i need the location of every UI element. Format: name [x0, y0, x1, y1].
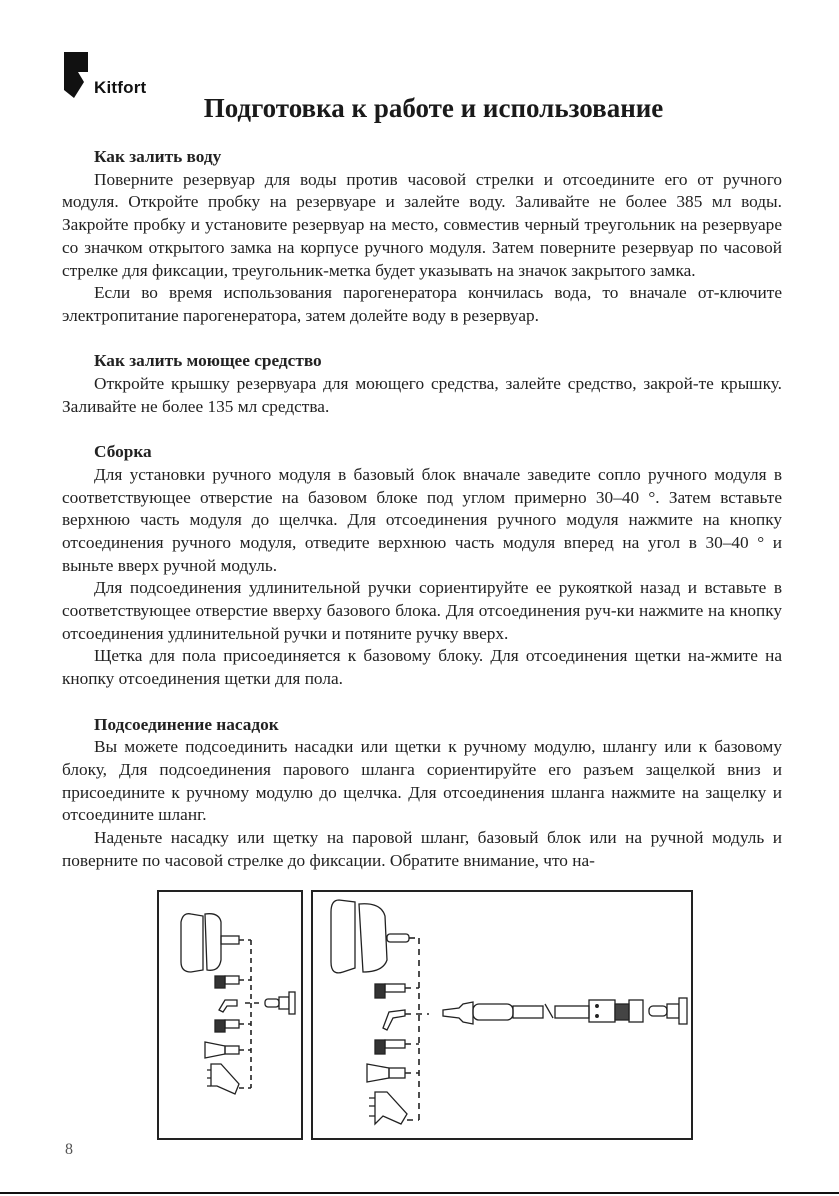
figure-hose-attachments	[311, 890, 693, 1140]
paragraph: Поверните резервуар для воды против часовой стрелки и отсоедините его от ручного модуля. Откройте пробку на резервуаре и залейте воду. Заливайте не более 385 мл воды. Закройте пробку и установите резервуар на место, совместив черный треугольник на резервуаре со значком открытого замка на корпусе ручного модуля. Затем поверните резервуар по часовой стрелке для фиксации, треугольник-метка будет указывать на значок закрытого замка.	[62, 169, 782, 280]
section-heading: Как залить воду	[94, 147, 222, 166]
page-bottom-rule	[0, 1192, 839, 1194]
mop-cover-icon	[331, 900, 355, 973]
section-heading: Как залить моющее средство	[94, 351, 322, 371]
attachments-diagram-right	[313, 892, 691, 1138]
connector-dashed-line	[239, 940, 259, 1088]
mop-connector	[221, 936, 239, 944]
hand-module-nozzle-icon	[265, 992, 295, 1014]
document-body	[62, 146, 782, 872]
paragraph: Вы можете подсоединить насадки или щетки к ручному модулю, шлангу или к базовому блоку, Для подсоединения парового шланга сориентируйте его разъем защелкой вниз и присоедините к ручному модулю до щелчка. Для отсоединения шланга нажмите на защелку и отсоедините шланг.	[62, 737, 782, 825]
round-brush-icon	[375, 1040, 405, 1054]
steam-hose-icon	[443, 1000, 643, 1024]
angled-nozzle-icon	[383, 1010, 405, 1030]
scraper-nozzle-icon	[367, 1064, 389, 1082]
paragraph: Для подсоединения удлинительной ручки сориентируйте ее рукояткой назад и вставьте в соответствующее отверстие вверху базового блока. Для отсоединения руч-ки нажмите на кнопку отсоединения удлинительной ручки и потяните ручку вверх.	[62, 578, 782, 643]
paragraph: Для установки ручного модуля в базовый блок вначале заведите сопло ручного модуля в соответствующее отверстие на базовом блоке под углом примерно 30–40 °. Затем вставьте верхнюю часть модуля до щелчка. Для отсоединения ручного модуля нажмите на кнопку отсоединения ручного модуля, отведите верхнюю часть модуля вперед на угол в 30–40 ° и выньте вверх ручной модуль.	[62, 464, 782, 575]
mop-pad-icon	[205, 914, 221, 971]
brand-name: Kitfort	[94, 78, 147, 97]
figure-hand-module-attachments	[157, 890, 303, 1140]
round-brush-icon	[375, 984, 405, 998]
floor-brush-icon	[211, 1064, 239, 1094]
mop-pad-icon	[359, 904, 387, 972]
paragraph: Откройте крышку резервуара для моющего средства, залейте средство, закрой-те крышку. Заливайте не более 135 мл средства.	[62, 374, 782, 416]
section-assembly	[62, 441, 782, 691]
section-fill-water	[62, 146, 782, 328]
angled-nozzle-icon	[219, 1000, 237, 1012]
section-heading: Подсоединение насадок	[94, 714, 279, 734]
paragraph: Наденьте насадку или щетку на паровой шланг, базовый блок или на ручной модуль и поверните по часовой стрелке до фиксации. Обратите внимание, что на-	[62, 828, 782, 870]
page-number: 8	[65, 1141, 73, 1158]
attachments-diagram-left	[159, 892, 301, 1138]
hand-module-nozzle-icon	[649, 998, 687, 1024]
round-brush-icon	[215, 976, 239, 988]
round-brush-icon	[215, 1020, 239, 1032]
section-attachments	[62, 714, 782, 873]
mop-cover-icon	[181, 914, 203, 972]
section-heading: Сборка	[94, 442, 152, 462]
paragraph: Если во время использования парогенератора кончилась вода, то вначале от-ключите электропитание парогенератора, затем долейте воду в резервуар.	[62, 283, 782, 325]
paragraph: Щетка для пола присоединяется к базовому блоку. Для отсоединения щетки на-жмите на кнопку отсоединения щетки для пола.	[62, 646, 782, 689]
section-fill-detergent	[62, 350, 782, 418]
connector-dashed-line	[405, 938, 429, 1120]
page-title: Подготовка к работе и использование	[203, 93, 664, 123]
floor-brush-icon	[375, 1092, 407, 1124]
scraper-nozzle-icon	[205, 1042, 225, 1058]
